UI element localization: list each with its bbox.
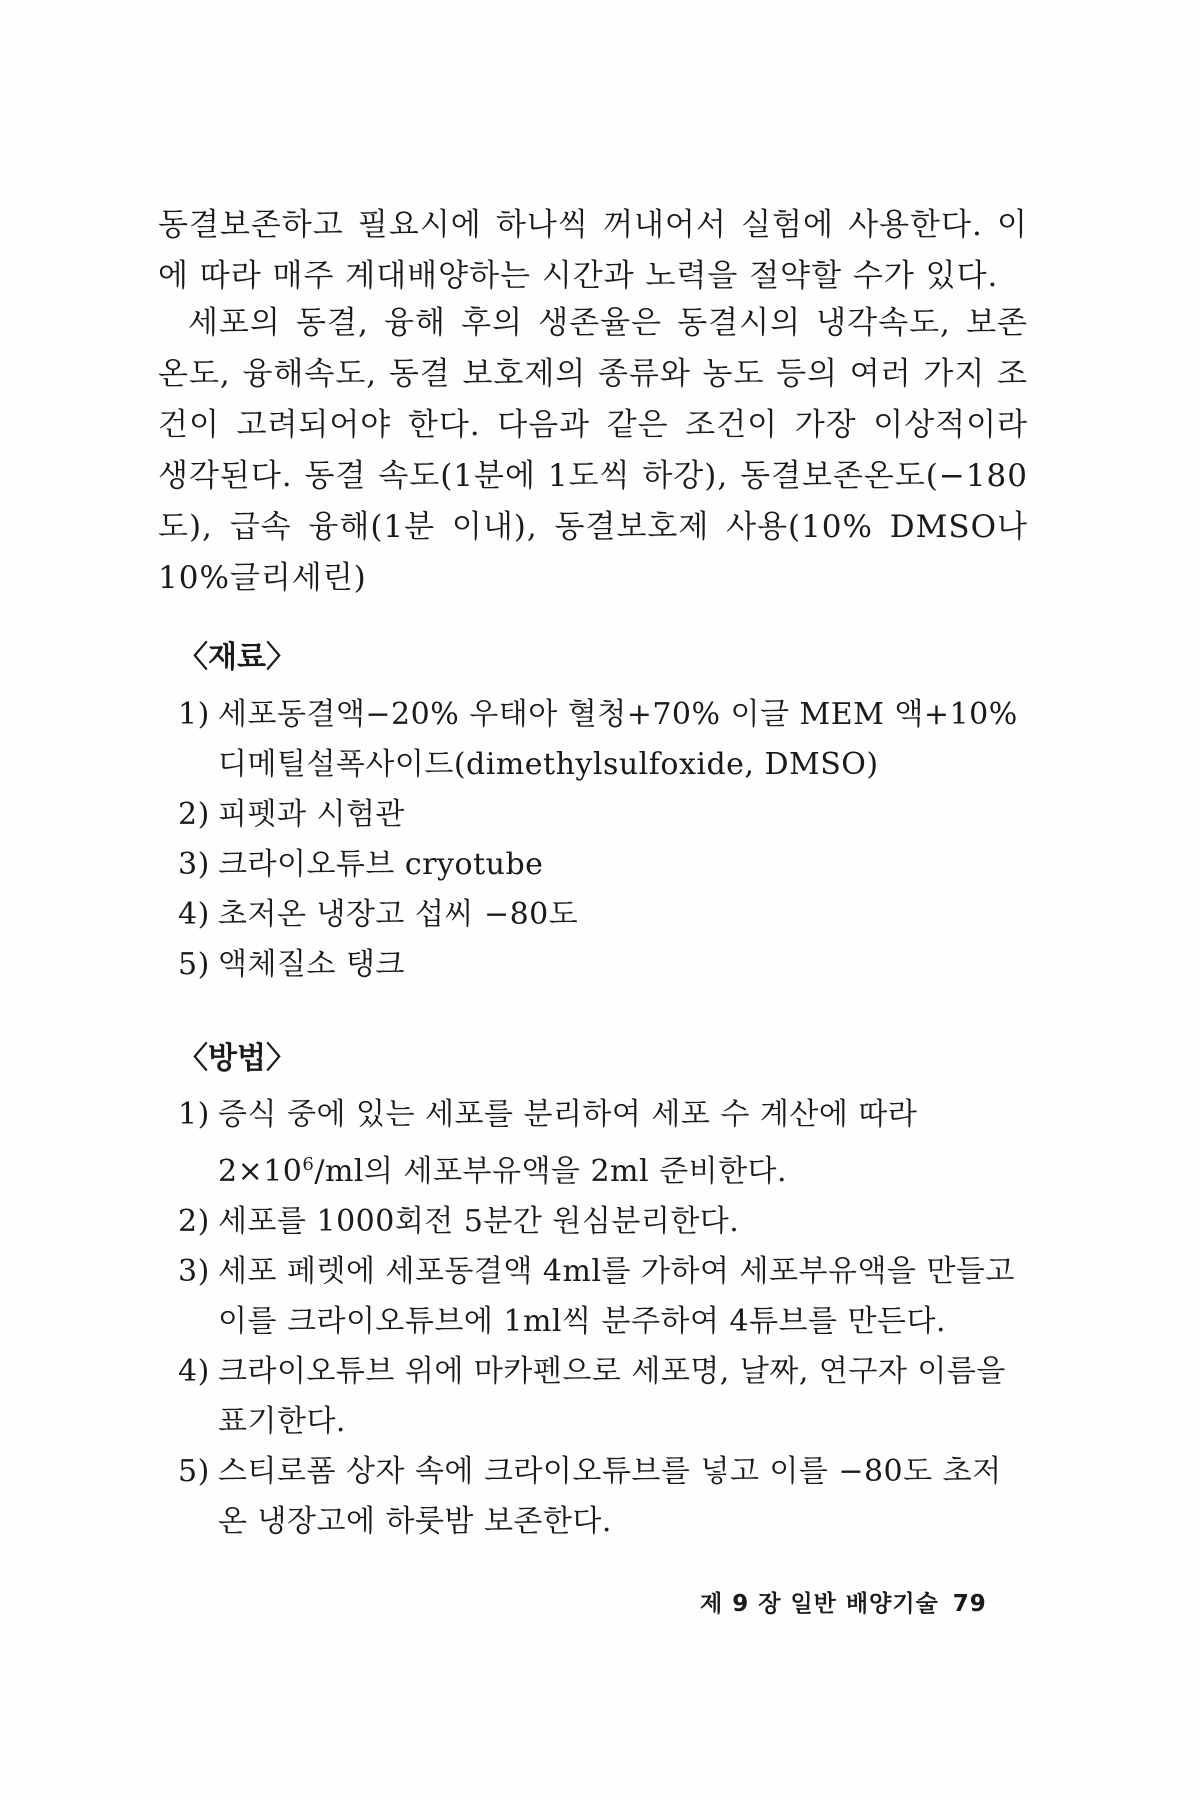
item-number: 4) <box>178 1354 210 1389</box>
item-number: 4) <box>178 897 210 932</box>
item-number: 5) <box>178 947 210 982</box>
superscript-exponent: 6 <box>302 1154 315 1175</box>
item-number: 3) <box>178 1254 210 1289</box>
item-number: 1) <box>178 697 210 732</box>
list-item <box>178 890 1028 940</box>
item-text: 세포를 1000회전 5분간 원심분리한다. <box>218 1204 740 1239</box>
list-item <box>178 1347 1028 1447</box>
item-text: 세포동결액−20% 우태아 혈청+70% 이글 MEM 액+10% 디메틸설폭사이드(dimethylsulfoxide, DMSO) <box>218 697 1018 782</box>
item-text: 피펫과 시험관 <box>218 797 405 832</box>
item-text: 초저온 냉장고 섭씨 −80도 <box>218 897 579 932</box>
item-text: 세포 페렛에 세포동결액 4ml를 가하여 세포부유액을 만들고 이를 크라이오튜브에 1ml씩 분주하여 4튜브를 만든다. <box>218 1254 1015 1339</box>
item-text: 스티로폼 상자 속에 크라이오튜브를 넣고 이를 −80도 초저온 냉장고에 하룻밤 보존한다. <box>218 1454 1002 1539</box>
materials-list <box>178 690 1028 990</box>
item-text: 액체질소 탱크 <box>218 947 405 982</box>
list-item <box>178 840 1028 890</box>
item-number: 3) <box>178 847 210 882</box>
list-item <box>178 1090 1028 1197</box>
item-text <box>218 1090 1028 1197</box>
item-number: 2) <box>178 797 210 832</box>
chapter-title: 제 9 장 일반 배양기술 <box>700 1591 939 1617</box>
list-item <box>178 1197 1028 1247</box>
item-text-part: 증식 중에 있는 세포를 분리하여 세포 수 계산에 따라 2×10 <box>218 1097 918 1189</box>
page-number: 79 <box>952 1591 987 1617</box>
item-text: 크라이오튜브 cryotube <box>218 847 544 882</box>
methods-heading: 〈방법〉 <box>178 1041 296 1076</box>
list-item <box>178 940 1028 990</box>
list-item <box>178 790 1028 840</box>
item-number: 2) <box>178 1204 210 1239</box>
item-number: 1) <box>178 1097 210 1132</box>
list-item <box>178 1447 1028 1547</box>
page-footer <box>700 1585 987 1618</box>
materials-heading: 〈재료〉 <box>178 640 296 675</box>
list-item <box>178 690 1028 790</box>
item-text: 크라이오튜브 위에 마카펜으로 세포명, 날짜, 연구자 이름을 표기한다. <box>218 1354 1006 1439</box>
item-number: 5) <box>178 1454 210 1489</box>
item-text-part: /ml의 세포부유액을 2ml 준비한다. <box>314 1154 788 1189</box>
intro-paragraph: 동결보존하고 필요시에 하나씩 꺼내어서 실험에 사용한다. 이에 따라 매주 계대배양하는 시간과 노력을 절약할 수가 있다. <box>158 207 1028 294</box>
methods-list <box>178 1090 1028 1547</box>
body-paragraph: 세포의 동결, 융해 후의 생존율은 동결시의 냉각속도, 보존온도, 융해속도, 동결 보호제의 종류와 농도 등의 여러 가지 조건이 고려되어야 한다. 다음과 같은 조건이 가장 이상적이라 생각된다. 동결 속도(1분에 1도씩 하강), 동결보존온도(−180도), 급속 융해(1분 이내), 동결보호제 사용(10% DMSO나 10%글리세린) <box>158 305 1028 596</box>
list-item <box>178 1247 1028 1347</box>
